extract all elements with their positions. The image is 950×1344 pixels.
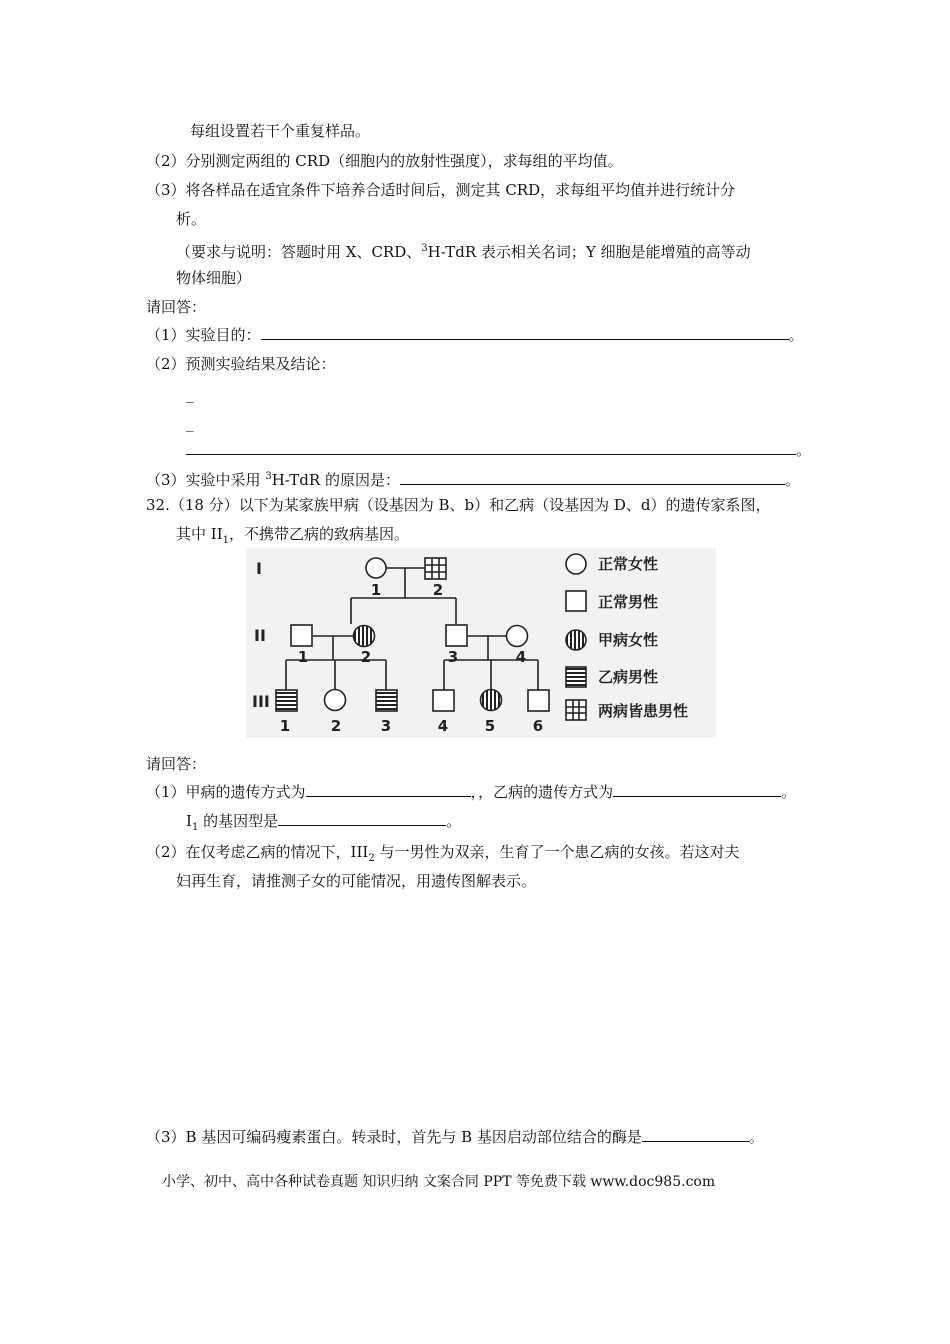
legend-disease-a-female-icon [566, 630, 586, 650]
pedigree-person-I-1 [366, 558, 386, 578]
pedigree-person-III-3 [376, 690, 397, 711]
legend-disease-b-male-icon [566, 667, 586, 687]
legend-label: 乙病男性 [598, 668, 659, 686]
line-requirement-cont: 物体细胞） [176, 269, 252, 287]
answer-blank[interactable] [613, 782, 781, 797]
person-number: 1 [279, 717, 291, 735]
question-32-3: （3）B 基因可编码瘦素蛋白。转录时，首先与 B 基因启动部位结合的酶是 。 [146, 1128, 764, 1146]
question-purpose: （1）实验目的： 。 [146, 326, 804, 344]
person-number: 1 [297, 648, 309, 666]
question-32-2-cont: 妇再生育，请推测子女的可能情况，用遗传图解表示。 [176, 872, 537, 890]
pedigree-person-III-5 [481, 690, 502, 711]
pedigree-chart [246, 548, 716, 738]
person-number: 4 [437, 717, 449, 735]
generation-label: II [254, 626, 266, 645]
legend-label: 正常女性 [598, 555, 659, 573]
answer-blank[interactable] [400, 470, 785, 485]
question-32-title: 32.（18 分）以下为某家族甲病（设基因为 B、b）和乙病（设基因为 D、d）的遗传家系图， [146, 496, 771, 514]
legend-normal-female-icon [566, 554, 586, 574]
person-number: 2 [432, 581, 444, 599]
pedigree-person-II-2 [354, 626, 375, 647]
line-step3-cont: 析。 [176, 210, 207, 228]
answer-line: 。 [186, 440, 811, 460]
person-number: 5 [484, 717, 496, 735]
legend-label: 正常男性 [598, 593, 659, 611]
pedigree-person-III-2 [325, 690, 346, 711]
person-number: 2 [330, 717, 342, 735]
legend-label: 两病皆患男性 [598, 702, 689, 720]
generation-label: I [256, 559, 262, 578]
legend-both-male-icon [566, 700, 586, 720]
person-number: 4 [515, 648, 527, 666]
legend-normal-male-icon [566, 591, 586, 611]
pedigree-person-II-4 [507, 626, 528, 647]
answer-dash: _ [186, 414, 194, 432]
person-number: 3 [447, 648, 459, 666]
answer-dash: _ [186, 385, 194, 403]
legend-label: 甲病女性 [598, 631, 659, 649]
question-32-note: 其中 $II_1$，不携带乙病的致病基因。 [176, 525, 410, 546]
line-samples: 每组设置若干个重复样品。 [190, 122, 371, 140]
line-step3: （3）将各样品在适宜条件下培养合适时间后，测定其 CRD，求每组平均值并进行统计分 [146, 181, 736, 199]
pedigree-person-II-3 [446, 625, 467, 646]
generation-label: III [252, 692, 270, 711]
person-number: 1 [370, 581, 382, 599]
page-footer: 小学、初中、高中各种试卷真题 知识归纳 文案合同 PPT 等免费下载 www.doc985.com [162, 1174, 716, 1190]
line-please-answer: 请回答： [146, 298, 207, 316]
pedigree-person-III-1 [276, 690, 297, 711]
person-number: 3 [380, 717, 392, 735]
line-please-answer-2: 请回答： [146, 755, 207, 773]
answer-blank[interactable] [186, 440, 796, 455]
line-step2: （2）分别测定两组的 CRD（细胞内的放射性强度），求每组的平均值。 [146, 152, 623, 170]
pedigree-person-III-6 [528, 690, 549, 711]
person-number: 2 [360, 648, 372, 666]
question-reason: （3）实验中采用 $^3$H-TdR 的原因是： 。 [146, 471, 800, 489]
question-predict: （2）预测实验结果及结论： [146, 355, 336, 373]
line-requirement: （要求与说明：答题时用 X、CRD、$^3$H-TdR 表示相关名词；Y 细胞是能增殖的高等动 [176, 243, 751, 261]
question-32-1: （1）甲病的遗传方式为 ，，乙病的遗传方式为 。 [146, 783, 797, 801]
question-32-1-genotype: $I_1$ 的基因型是 。 [186, 812, 462, 833]
answer-blank[interactable] [306, 782, 471, 797]
answer-blank[interactable] [261, 325, 789, 340]
answer-blank[interactable] [642, 1127, 749, 1142]
question-32-2: （2）在仅考虑乙病的情况下，$III_2$ 与一男性为双亲，生育了一个患乙病的女孩。若这对夫 [146, 843, 740, 864]
pedigree-person-I-2 [425, 558, 446, 579]
pedigree-person-III-4 [433, 690, 454, 711]
pedigree-person-II-1 [291, 625, 312, 646]
answer-blank[interactable] [278, 811, 446, 826]
person-number: 6 [532, 717, 544, 735]
